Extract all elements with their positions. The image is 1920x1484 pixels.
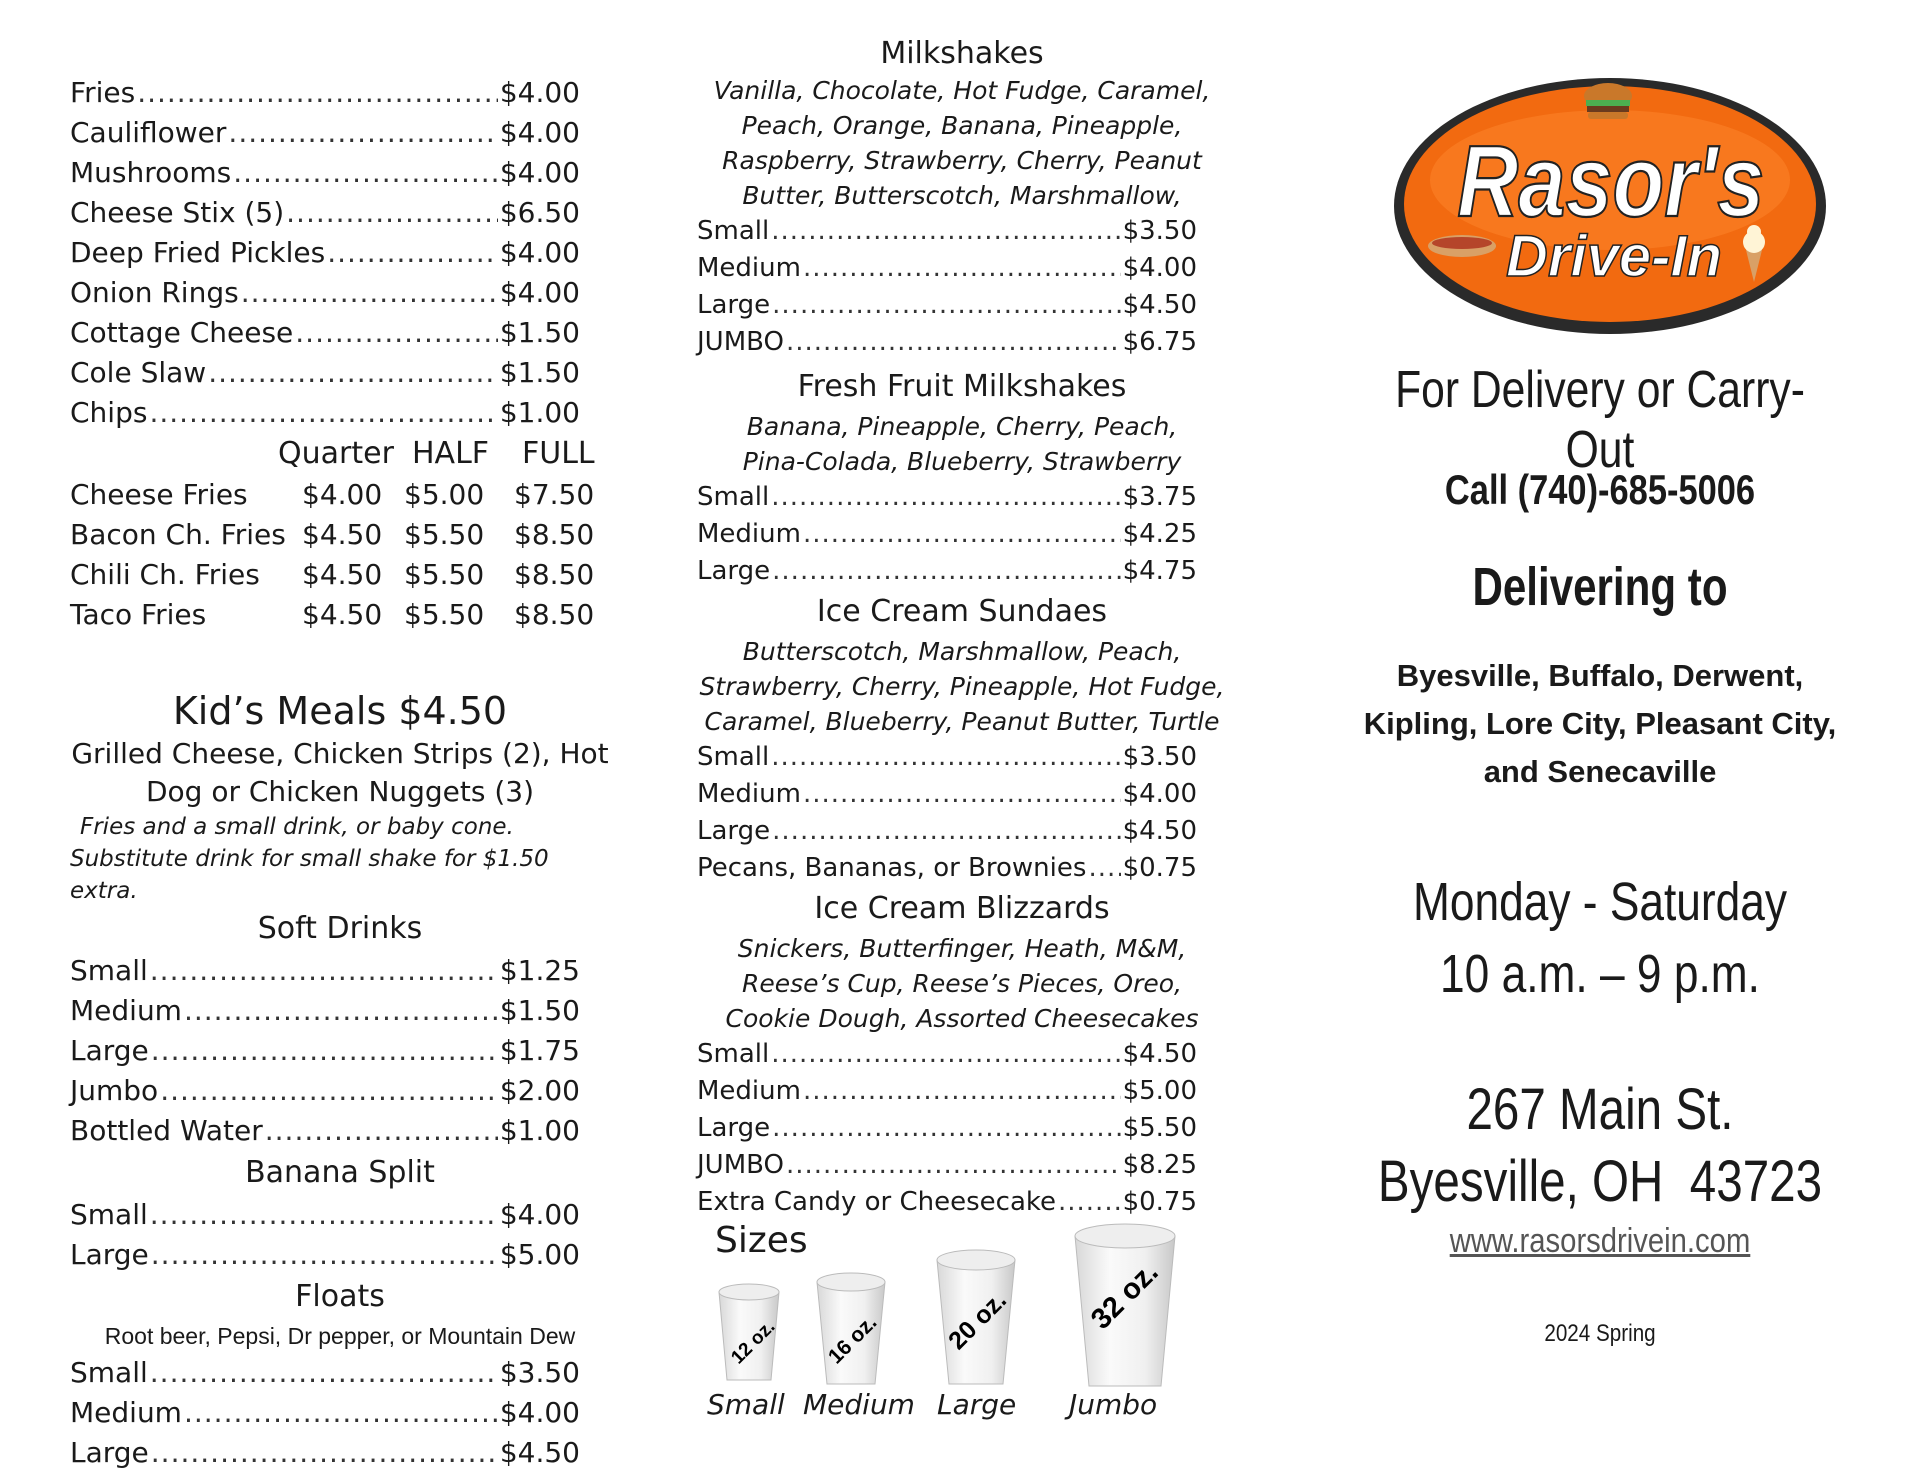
float-item-price: $4.00: [499, 1396, 580, 1429]
soft-drink-row: [70, 1031, 580, 1071]
kids-meals-note-2: Substitute drink for small shake for $1.50 extra.: [70, 846, 549, 904]
sundae-item-name: Medium: [697, 779, 801, 809]
fruit-shakes-title: Fresh Fruit Milkshakes: [797, 369, 1127, 404]
dot-leader: [151, 1235, 498, 1275]
side-item-name: Chips: [70, 396, 148, 429]
fruit-shakes-desc-line: Pina-Colada, Blueberry, Strawberry: [742, 447, 1182, 476]
website-text[interactable]: www.rasorsdrivein.com: [1449, 1222, 1751, 1260]
milkshake-item-name: JUMBO: [697, 327, 784, 357]
blizzard-row: [697, 1147, 1197, 1184]
fries-tier-half: $5.50: [404, 518, 485, 551]
soft-drink-item-price: $2.00: [499, 1074, 580, 1107]
fruit-shake-item-name: Large: [697, 556, 771, 586]
blizzard-item-price: $5.50: [1122, 1113, 1197, 1143]
menu-column-left: [70, 73, 610, 1473]
fries-tier-name: Cheese Fries: [70, 478, 248, 511]
milkshake-row: [697, 250, 1197, 287]
float-row: [70, 1433, 580, 1473]
blizzard-item-name: JUMBO: [697, 1150, 784, 1180]
side-item-price: $1.00: [499, 396, 580, 429]
delivery-tagline: For Delivery or Carry-Out: [1395, 361, 1805, 479]
blizzard-item-name: Medium: [697, 1076, 801, 1106]
kids-meals-desc-2: Dog or Chicken Nuggets (3): [145, 775, 535, 808]
milkshake-item-price: $4.50: [1122, 290, 1197, 320]
rasors-logo: [1390, 60, 1830, 340]
fruit-shake-item-price: $3.75: [1122, 482, 1197, 512]
cup-jumbo-oz: 32 oz.: [1085, 1256, 1165, 1336]
milkshake-item-price: $6.75: [1122, 327, 1197, 357]
side-item-name: Fries: [70, 76, 136, 109]
menu-column-middle: [697, 35, 1227, 1221]
sundae-item-price: $0.75: [1122, 853, 1197, 883]
fruit-shake-item-price: $4.75: [1122, 556, 1197, 586]
sundaes-desc-line: Strawberry, Cherry, Pineapple, Hot Fudge,: [699, 672, 1225, 701]
fries-tier-name: Chili Ch. Fries: [70, 558, 260, 591]
milkshake-row: [697, 213, 1197, 250]
soft-drink-item-price: $1.75: [499, 1034, 580, 1067]
fries-tier-quarter: $4.50: [302, 558, 383, 591]
milkshake-item-price: $4.00: [1122, 253, 1197, 283]
dot-leader: [184, 1393, 498, 1433]
fruit-shake-item-price: $4.25: [1122, 519, 1197, 549]
side-row: [70, 193, 580, 233]
tier-header-quarter: Quarter: [278, 436, 394, 471]
side-item-price: $1.50: [499, 316, 580, 349]
floats-list: [70, 1353, 610, 1473]
sizes-title: Sizes: [715, 1220, 808, 1261]
floats-title: Floats: [295, 1279, 385, 1314]
milkshake-item-price: $3.50: [1122, 216, 1197, 246]
soft-drink-item-name: Small: [70, 954, 148, 987]
address-street: 267 Main St.: [1466, 1077, 1734, 1142]
business-hours: [1370, 866, 1829, 1010]
fries-tier-full: $7.50: [514, 478, 595, 511]
fries-tier-half: $5.00: [404, 478, 485, 511]
fruit-shakes-desc-line: Banana, Pineapple, Cherry, Peach,: [746, 412, 1178, 441]
soft-drink-item-name: Jumbo: [70, 1074, 159, 1107]
hours-times: 10 a.m. – 9 p.m.: [1440, 944, 1760, 1004]
side-row: [70, 233, 580, 273]
dot-leader: [151, 1433, 498, 1473]
milkshakes-title: Milkshakes: [880, 36, 1044, 71]
float-item-price: $3.50: [499, 1356, 580, 1389]
dot-leader: [150, 1353, 498, 1393]
side-item-name: Cauliflower: [70, 116, 227, 149]
sundaes-desc-line: Butterscotch, Marshmallow, Peach,: [742, 637, 1182, 666]
kids-meals-desc-1: Grilled Cheese, Chicken Strips (2), Hot: [71, 737, 609, 770]
sundae-item-name: Large: [697, 816, 771, 846]
dot-leader: [1088, 850, 1120, 887]
hotdog-icon: [1428, 235, 1496, 257]
dot-leader: [772, 813, 1120, 850]
side-item-name: Cole Slaw: [70, 356, 207, 389]
float-row: [70, 1353, 580, 1393]
soft-drink-row: [70, 1111, 580, 1151]
side-item-price: $4.00: [499, 276, 580, 309]
blizzard-item-name: Small: [697, 1039, 770, 1069]
side-row: [70, 393, 580, 433]
milkshakes-desc-line: Vanilla, Chocolate, Hot Fudge, Caramel,: [713, 76, 1211, 105]
blizzards-desc-line: Snickers, Butterfinger, Heath, M&M,: [737, 934, 1187, 963]
milkshakes-desc-line: Raspberry, Strawberry, Cherry, Peanut: [722, 146, 1202, 175]
dot-leader: [771, 739, 1120, 776]
side-item-name: Onion Rings: [70, 276, 239, 309]
dot-leader: [149, 393, 497, 433]
blizzard-row: [697, 1184, 1197, 1221]
blizzard-item-name: Extra Candy or Cheesecake: [697, 1187, 1056, 1217]
delivery-towns: [1320, 652, 1880, 796]
fruit-shake-row: [697, 516, 1197, 553]
side-row: [70, 153, 580, 193]
sundae-item-price: $4.50: [1122, 816, 1197, 846]
float-item-name: Large: [70, 1436, 149, 1469]
blizzard-item-price: $4.50: [1122, 1039, 1197, 1069]
towns-line-3: and Senecaville: [1483, 754, 1717, 789]
soft-drink-item-price: $1.50: [499, 994, 580, 1027]
milkshakes-list: [697, 213, 1227, 361]
blizzards-desc-line: Reese’s Cup, Reese’s Pieces, Oreo,: [741, 969, 1182, 998]
banana-split-item-price: $5.00: [499, 1238, 580, 1271]
blizzards-list: [697, 1036, 1227, 1221]
dot-leader: [150, 951, 498, 991]
address: [1370, 1074, 1829, 1218]
cup-medium-label: Medium: [803, 1388, 915, 1421]
sundaes-list: [697, 739, 1227, 887]
soft-drink-row: [70, 951, 580, 991]
sundae-item-name: Small: [697, 742, 770, 772]
blizzard-item-price: $8.25: [1122, 1150, 1197, 1180]
banana-split-item-name: Small: [70, 1198, 148, 1231]
dot-leader: [228, 113, 497, 153]
milkshake-item-name: Small: [697, 216, 770, 246]
dot-leader: [803, 250, 1121, 287]
fruit-shake-item-name: Small: [697, 482, 770, 512]
side-row: [70, 313, 580, 353]
fries-tier-full: $8.50: [514, 518, 595, 551]
soft-drinks-list: [70, 951, 610, 1151]
side-item-price: $6.50: [499, 196, 580, 229]
dot-leader: [286, 193, 498, 233]
banana-split-row: [70, 1235, 580, 1275]
hours-days: Monday - Saturday: [1412, 872, 1788, 932]
website-link[interactable]: [1359, 1222, 1841, 1261]
side-item-name: Cheese Stix (5): [70, 196, 285, 229]
dot-leader: [771, 479, 1120, 516]
sundae-item-price: $3.50: [1122, 742, 1197, 772]
fries-tier-quarter: $4.50: [302, 518, 383, 551]
menu-season: 2024 Spring: [1544, 1320, 1656, 1347]
sundaes-title: Ice Cream Sundaes: [816, 594, 1108, 629]
soft-drink-item-price: $1.25: [499, 954, 580, 987]
fries-tier-full: $8.50: [514, 558, 595, 591]
sundae-item-price: $4.00: [1122, 779, 1197, 809]
dot-leader: [772, 1110, 1120, 1147]
milkshake-item-name: Medium: [697, 253, 801, 283]
blizzards-title: Ice Cream Blizzards: [814, 891, 1110, 926]
address-city: Byesville, OH 43723: [1377, 1149, 1823, 1214]
dot-leader: [241, 273, 498, 313]
dot-leader: [233, 153, 498, 193]
dot-leader: [803, 776, 1121, 813]
kids-meals-note-1: Fries and a small drink, or baby cone.: [80, 814, 514, 840]
kids-meals-title: Kid’s Meals $4.50: [172, 689, 508, 733]
banana-split-list: [70, 1195, 610, 1275]
fruit-shake-row: [697, 553, 1197, 590]
soft-drink-item-name: Large: [70, 1034, 149, 1067]
phone-number: Call (740)-685-5006: [1444, 466, 1756, 513]
side-row: [70, 273, 580, 313]
cup-large-label: Large: [937, 1388, 1017, 1421]
blizzard-item-price: $5.00: [1122, 1076, 1197, 1106]
float-row: [70, 1393, 580, 1433]
dot-leader: [295, 313, 498, 353]
dot-leader: [786, 324, 1121, 361]
milkshakes-desc-line: Peach, Orange, Banana, Pineapple,: [741, 111, 1183, 140]
side-item-price: $4.00: [499, 236, 580, 269]
cup-medium-oz: 16 oz.: [823, 1310, 882, 1369]
sundaes-desc-line: Caramel, Blueberry, Peanut Butter, Turtle: [704, 707, 1220, 736]
fries-tier-row: [70, 475, 610, 515]
burger-icon: [1584, 83, 1632, 119]
cup-small-oz: 12 oz.: [727, 1316, 780, 1369]
soft-drink-item-name: Medium: [70, 994, 182, 1027]
sundaes-desc: [697, 634, 1227, 739]
dot-leader: [772, 287, 1120, 324]
sundae-row: [697, 776, 1197, 813]
blizzard-row: [697, 1036, 1197, 1073]
blizzard-row: [697, 1110, 1197, 1147]
sundae-item-name: Pecans, Bananas, or Brownies: [697, 853, 1087, 883]
milkshake-row: [697, 287, 1197, 324]
blizzard-item-name: Large: [697, 1113, 771, 1143]
blizzard-item-price: $0.75: [1122, 1187, 1197, 1217]
banana-split-item-name: Large: [70, 1238, 149, 1271]
banana-split-row: [70, 1195, 580, 1235]
banana-split-item-price: $4.00: [499, 1198, 580, 1231]
fries-tier-full: $8.50: [514, 598, 595, 631]
dot-leader: [160, 1071, 498, 1111]
dot-leader: [803, 1073, 1121, 1110]
towns-line-2: Kipling, Lore City, Pleasant City,: [1363, 706, 1837, 741]
side-item-name: Cottage Cheese: [70, 316, 294, 349]
milkshakes-desc: [697, 73, 1227, 213]
dot-leader: [327, 233, 498, 273]
cup-small-label: Small: [707, 1388, 785, 1421]
cup-large-oz: 20 oz.: [943, 1286, 1013, 1356]
tier-header-full: FULL: [522, 436, 595, 471]
fries-tier-half: $5.50: [404, 598, 485, 631]
tier-header-half: HALF: [412, 436, 490, 471]
side-row: [70, 73, 580, 113]
fries-tier-quarter: $4.00: [302, 478, 383, 511]
dot-leader: [137, 73, 498, 113]
fries-tier-row: [70, 595, 610, 635]
fries-tier-quarter: $4.50: [302, 598, 383, 631]
side-row: [70, 113, 580, 153]
blizzards-desc-line: Cookie Dough, Assorted Cheesecakes: [725, 1004, 1199, 1033]
float-item-name: Small: [70, 1356, 148, 1389]
float-item-price: $4.50: [499, 1436, 580, 1469]
dot-leader: [771, 213, 1120, 250]
side-item-price: $1.50: [499, 356, 580, 389]
milkshake-row: [697, 324, 1197, 361]
sides-list: [70, 73, 610, 433]
delivering-heading: Delivering to: [1472, 557, 1728, 617]
milkshake-item-name: Large: [697, 290, 771, 320]
soft-drink-item-price: $1.00: [499, 1114, 580, 1147]
logo-line2: Drive-In: [1506, 224, 1722, 289]
cup-jumbo-label: Jumbo: [1069, 1388, 1158, 1421]
dot-leader: [265, 1111, 498, 1151]
side-item-name: Mushrooms: [70, 156, 232, 189]
blizzard-row: [697, 1073, 1197, 1110]
dot-leader: [772, 553, 1120, 590]
milkshakes-desc-line: Butter, Butterscotch, Marshmallow,: [742, 181, 1182, 210]
towns-line-1: Byesville, Buffalo, Derwent,: [1396, 658, 1804, 693]
side-row: [70, 353, 580, 393]
fries-tier-half: $5.50: [404, 558, 485, 591]
soft-drink-item-name: Bottled Water: [70, 1114, 263, 1147]
fries-tier-name: Taco Fries: [70, 598, 207, 631]
fries-tier-row: [70, 515, 610, 555]
fruit-shake-row: [697, 479, 1197, 516]
fruit-shakes-list: [697, 479, 1227, 590]
fries-tier-row: [70, 555, 610, 595]
dot-leader: [184, 991, 498, 1031]
side-item-name: Deep Fried Pickles: [70, 236, 326, 269]
side-item-price: $4.00: [499, 116, 580, 149]
sundae-row: [697, 813, 1197, 850]
sundae-row: [697, 739, 1197, 776]
dot-leader: [786, 1147, 1121, 1184]
dot-leader: [151, 1031, 498, 1071]
dot-leader: [1058, 1184, 1121, 1221]
info-column: [1320, 0, 1880, 1484]
soft-drink-row: [70, 1071, 580, 1111]
dot-leader: [771, 1036, 1120, 1073]
sundae-row: [697, 850, 1197, 887]
fries-tier-name: Bacon Ch. Fries: [70, 518, 286, 551]
side-item-price: $4.00: [499, 76, 580, 109]
blizzards-desc: [697, 931, 1227, 1036]
logo-line1: Rasor's: [1457, 125, 1765, 238]
soft-drinks-title: Soft Drinks: [257, 911, 423, 946]
floats-desc: Root beer, Pepsi, Dr pepper, or Mountain Dew: [104, 1323, 576, 1349]
dot-leader: [803, 516, 1121, 553]
fruit-shake-item-name: Medium: [697, 519, 801, 549]
side-item-price: $4.00: [499, 156, 580, 189]
dot-leader: [150, 1195, 498, 1235]
fruit-shakes-desc: [697, 409, 1227, 479]
banana-split-title: Banana Split: [245, 1155, 435, 1190]
fries-tier-table: [70, 475, 610, 635]
fries-tier-header: [70, 433, 610, 475]
soft-drink-row: [70, 991, 580, 1031]
float-item-name: Medium: [70, 1396, 182, 1429]
cup-sizes: [697, 1220, 1217, 1440]
dot-leader: [208, 353, 498, 393]
